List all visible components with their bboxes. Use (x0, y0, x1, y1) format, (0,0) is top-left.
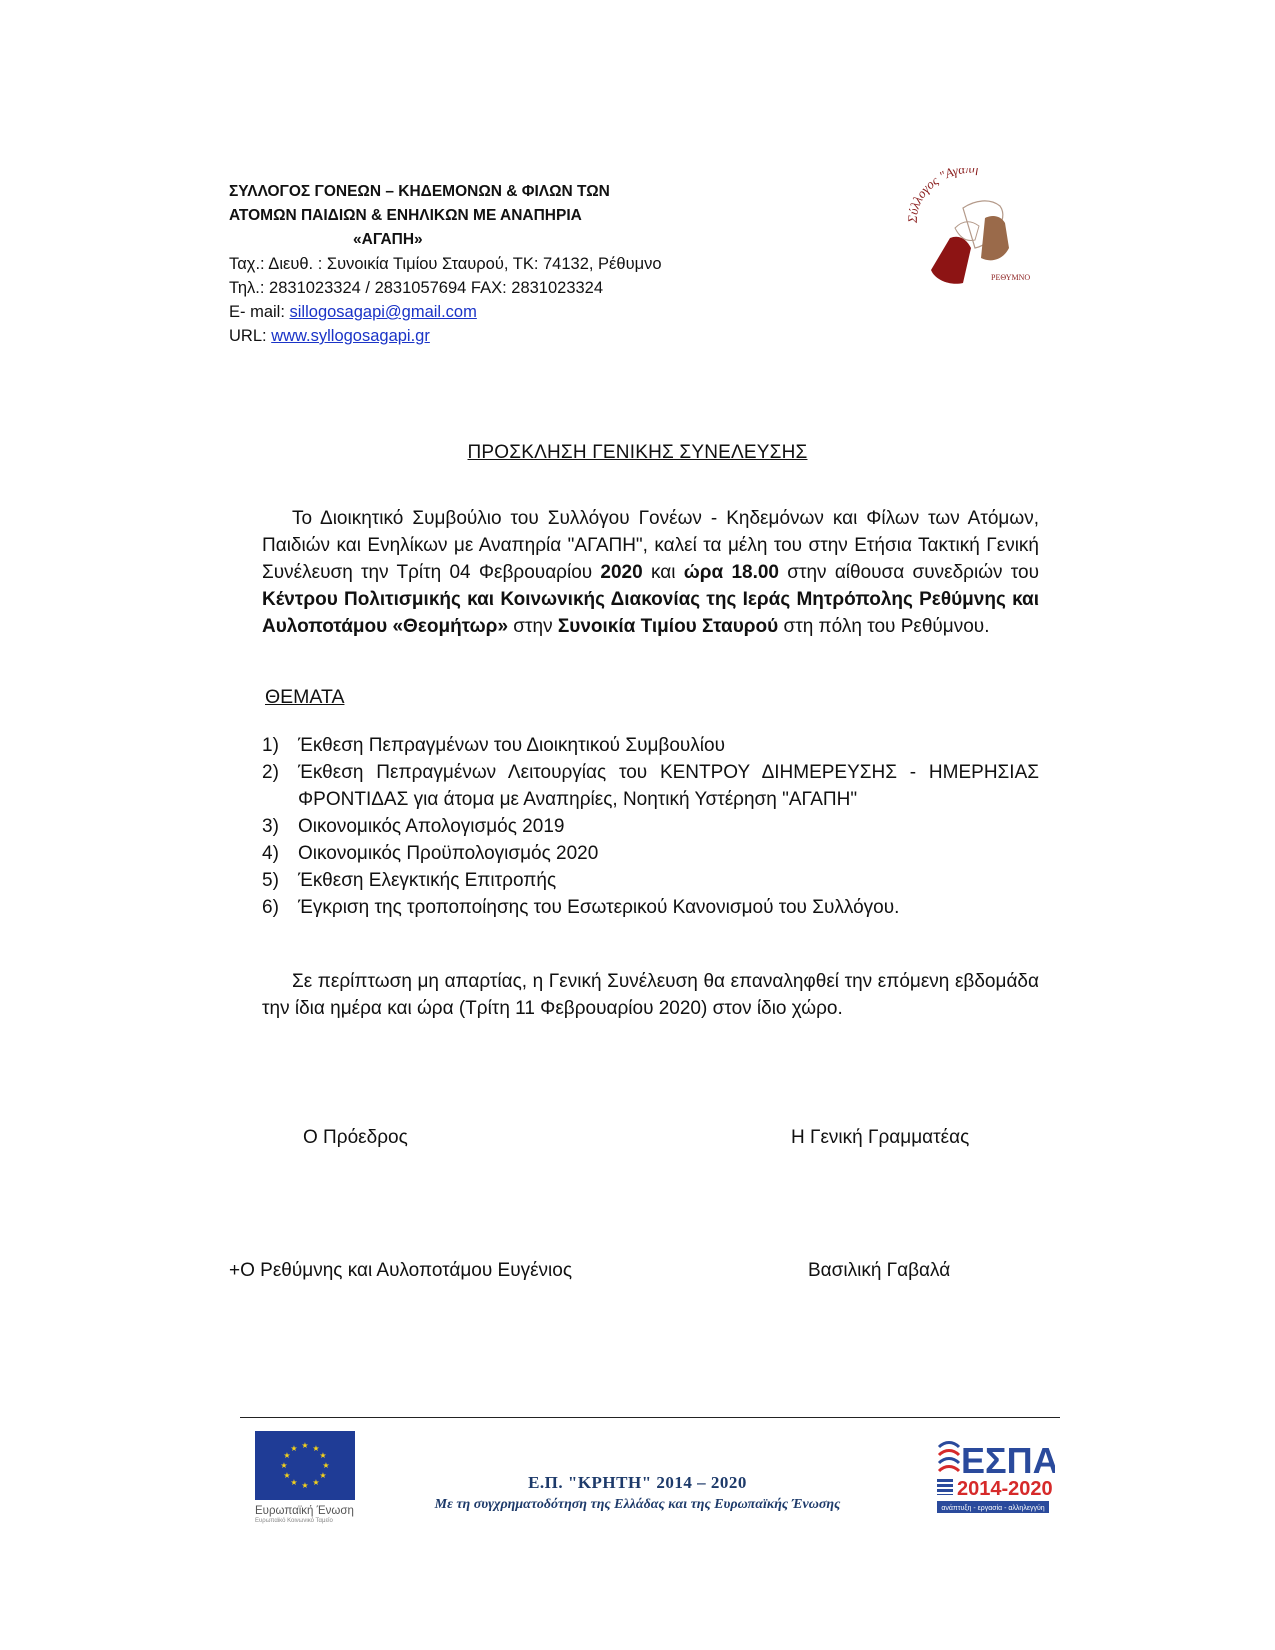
svg-text:Σύλλογος "Αγάπη" (905, 168, 985, 224)
president-role: Ο Πρόεδρος (303, 1127, 408, 1148)
email-link[interactable]: sillogosagapi@gmail.com (289, 303, 477, 321)
svg-text:★: ★ (280, 1461, 288, 1470)
espa-logo (935, 1433, 1055, 1523)
intro-district: Συνοικία Τιμίου Σταυρού (557, 616, 779, 637)
intro-text-4: στην (508, 616, 558, 637)
logo-city-text: ΡΕΘΥΜΝΟ (991, 273, 1031, 282)
org-phones: Τηλ.: 2831023324 / 2831057694 FAX: 2831023324 (229, 279, 604, 297)
org-name-line1: ΣΥΛΛΟΓΟΣ ΓΟΝΕΩΝ – ΚΗΔΕΜΟΝΩΝ & ΦΙΛΩΝ ΤΩΝ (229, 183, 610, 200)
email-label: E- mail: (229, 303, 290, 321)
org-email-row (229, 300, 789, 324)
list-item (262, 840, 1039, 867)
intro-year: 2020 (600, 562, 643, 583)
intro-text-2: και (642, 562, 684, 583)
list-item (262, 759, 1039, 813)
president-name: +Ο Ρεθύμνης και Αυλοποτάμου Ευγένιος (229, 1260, 573, 1281)
espa-motto: ανάπτυξη - εργασία - αλληλεγγύη (941, 1505, 1045, 1512)
espa-swoosh-icon (939, 1443, 959, 1472)
topics-heading: ΘΕΜΑΤΑ (265, 686, 345, 708)
closing-paragraph: Σε περίπτωση μη απαρτίας, η Γενική Συνέλευση θα επαναληφθεί την επόμενη εβδομάδα την ίδια ημέρα και ώρα (Τρίτη 11 Φεβρουαρίου 2020) στον ίδιο χώρο. (262, 971, 1039, 1019)
svg-text:★: ★ (290, 1478, 298, 1487)
espa-name: ΕΣΠΑ (961, 1440, 1055, 1481)
intro-venue: Κέντρου Πολιτισμικής και Κοινωνικής Διακονίας της Ιεράς Μητρόπολης Ρεθύμνης και Αυλοποτάμου «Θεομήτωρ» (262, 589, 1039, 637)
topic-text: Έκθεση Πεπραγμένων του Διοικητικού Συμβουλίου (298, 735, 725, 756)
topic-text: Έκθεση Ελεγκτικής Επιτροπής (298, 870, 557, 891)
intro-text-5: στη πόλη του Ρεθύμνου. (778, 616, 990, 637)
espa-years: 2014-2020 (957, 1478, 1053, 1500)
hands-logo-icon (905, 168, 1045, 293)
org-address: Ταχ.: Διευθ. : Συνοικία Τιμίου Σταυρού, ΤΚ: 74132, Ρέθυμνο (229, 255, 662, 273)
list-item (262, 894, 1039, 921)
intro-text-3: στην αίθουσα συνεδριών του (779, 562, 1039, 583)
eu-caption: Ευρωπαϊκή Ένωση (255, 1505, 354, 1517)
topic-number: 1) (262, 735, 279, 756)
svg-text:★: ★ (301, 1441, 309, 1450)
secretary-role: Η Γενική Γραμματέας (791, 1127, 970, 1148)
topic-text: Οικονομικός Προϋπολογισμός 2020 (298, 843, 599, 864)
svg-text:★: ★ (312, 1478, 320, 1487)
svg-text:★: ★ (319, 1471, 327, 1480)
org-name-line3: «ΑΓΑΠΗ» (353, 231, 423, 248)
svg-text:★: ★ (283, 1471, 291, 1480)
svg-text:★: ★ (322, 1461, 330, 1470)
svg-text:★: ★ (290, 1444, 298, 1453)
footer-program-title: Ε.Π. "ΚΡΗΤΗ" 2014 – 2020 (528, 1473, 747, 1492)
intro-text-1: Το Διοικητικό Συμβούλιο του Συλλόγου Γονέων - Κηδεμόνων και Φίλων των Ατόμων, Παιδιών και Ενηλίκων με Αναπηρία "ΑΓΑΠΗ", καλεί τα μέλη του στην Ετήσια Τακτική Γενική Συνέλευση την Τρίτη 04 Φεβρουαρίου (262, 508, 1039, 583)
logo-arc-text: Σύλλογος "Αγάπ " (905, 168, 985, 224)
topic-number: 3) (262, 816, 279, 837)
svg-text:★: ★ (283, 1451, 291, 1460)
topics-list (262, 732, 1039, 921)
topic-text: Έγκριση της τροποποίησης του Εσωτερικού Κανονισμού του Συλλόγου. (298, 897, 900, 918)
topic-text: Οικονομικός Απολογισμός 2019 (298, 816, 565, 837)
topic-number: 5) (262, 870, 279, 891)
secretary-name: Βασιλική Γαβαλά (808, 1260, 951, 1281)
topic-number: 4) (262, 843, 279, 864)
topic-text: Έκθεση Πεπραγμένων Λειτουργίας του ΚΕΝΤΡΟΥ ΔΙΗΜΕΡΕΥΣΗΣ - ΗΜΕΡΗΣΙΑΣ ΦΡΟΝΤΙΔΑΣ για άτομα με Αναπηρίες, Νοητική Υστέρηση "ΑΓΑΠΗ" (298, 762, 1039, 810)
org-name-line2: ΑΤΟΜΩΝ ΠΑΙΔΙΩΝ & ΕΝΗΛΙΚΩΝ ΜΕ ΑΝΑΠΗΡΙΑ (229, 207, 582, 224)
eu-sub-caption: Ευρωπαϊκό Κοινωνικό Ταμείο (255, 1518, 333, 1524)
topic-number: 6) (262, 897, 279, 918)
svg-text:★: ★ (312, 1444, 320, 1453)
organization-header (229, 180, 789, 348)
svg-text:★: ★ (319, 1451, 327, 1460)
svg-text:★: ★ (301, 1481, 309, 1490)
intro-paragraph (262, 505, 1039, 640)
association-logo (905, 168, 1045, 293)
url-link[interactable]: www.syllogosagapi.gr (271, 327, 430, 345)
footer-cofinancing: Με τη συγχρηματοδότηση της Ελλάδας και της Ευρωπαϊκής Ένωσης (434, 1497, 841, 1512)
list-item (262, 813, 1039, 840)
url-label: URL: (229, 327, 272, 345)
topic-number: 2) (262, 762, 279, 783)
list-item (262, 732, 1039, 759)
list-item (262, 867, 1039, 894)
footer-divider (240, 1417, 1060, 1418)
org-url-row (229, 324, 789, 348)
intro-time: ώρα 18.00 (683, 562, 779, 583)
page-title: ΠΡΟΣΚΛΗΣΗ ΓΕΝΙΚΗΣ ΣΥΝΕΛΕΥΣΗΣ (467, 442, 808, 463)
